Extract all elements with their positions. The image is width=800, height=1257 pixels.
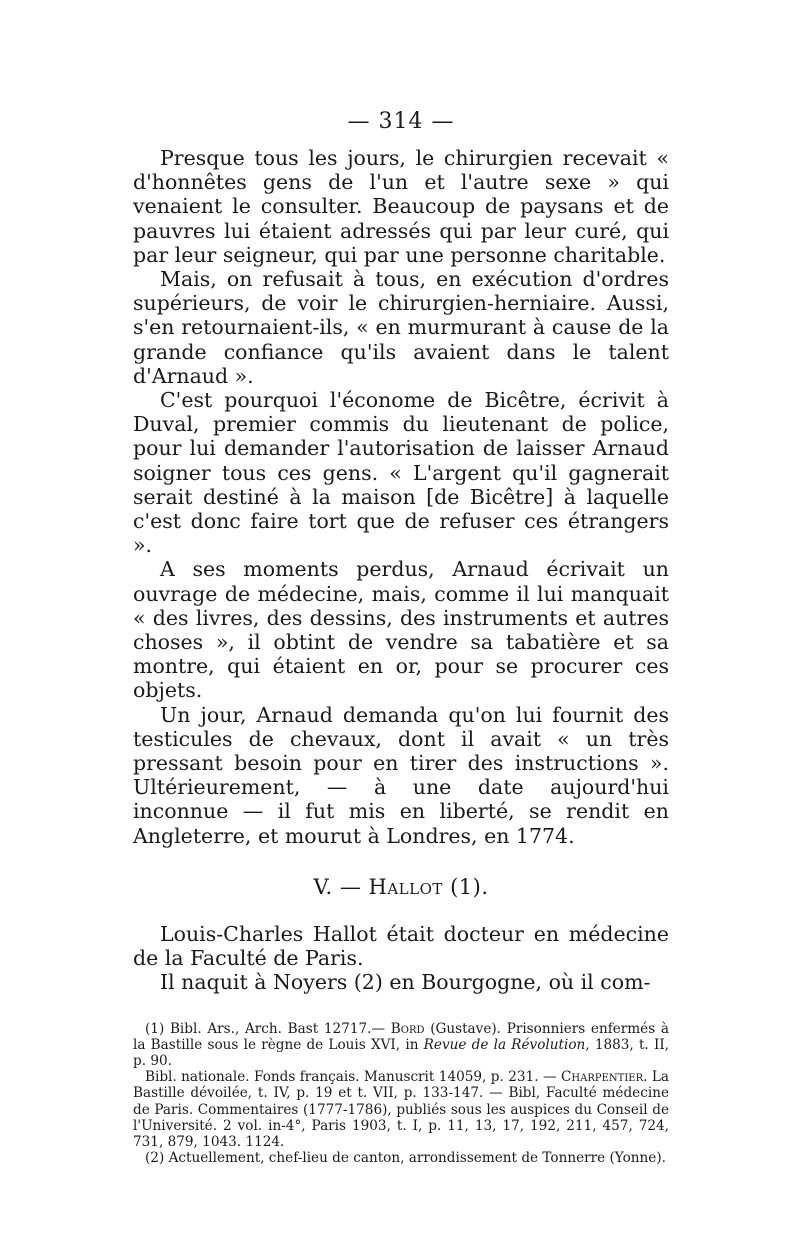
page-number: — 314 — <box>347 109 455 134</box>
footnote-1a-rest: (Gustave). Prisonniers enfermés à la Bastille sous le règne de Louis XVI, in <box>133 1020 669 1053</box>
footnote-1a-author: Bord <box>390 1020 425 1037</box>
footnotes <box>133 1021 669 1167</box>
paragraph-2: Mais, on refusait à tous, en exécution d'ordres supérieurs, de voir le chirurgien-herniaire. Aussi, s'en retournaient-ils, « en murmurant à cause de la grande confiance qu'ils avaient dans le talent d'Arnaud ». <box>133 267 669 388</box>
footnote-1b-author: Charpentier <box>561 1069 644 1086</box>
paragraph-1: Presque tous les jours, le chirurgien recevait « d'honnêtes gens de l'un et l'autre sexe » qui venaient le consulter. Beaucoup de paysans et de pauvres lui étaient adressés qui par leur curé, qui par leur seigneur, qui par une personne charitable. <box>133 146 669 267</box>
section-heading <box>133 874 669 900</box>
paragraph-4: A ses moments perdus, Arnaud écrivait un ouvrage de médecine, mais, comme il lui manquait « des livres, des dessins, des instruments et autres choses », il obtint de vendre sa tabatière et sa montre, qui étaient en or, pour se procurer ces objets. <box>133 557 669 703</box>
footnote-1b-rest: . La Bastille dévoilée, t. IV, p. 19 et t. VII, p. 133-147. — Bibl, Faculté médecine de Paris. Commentaires (1777-1786), publiés sous les auspices du Conseil de l'Université. 2 vol. in-4°, Paris 1903, t. I, p. 11, 13, 17, 192, 211, 457, 724, 731, 879, 1043. 1124. <box>133 1069 669 1150</box>
section-paragraph-2: Il naquit à Noyers (2) en Bourgogne, où il com- <box>160 970 651 995</box>
footnote-1b-text: Bibl. nationale. Fonds français. Manuscrit 14059, p. 231. — <box>145 1069 561 1086</box>
book-page <box>133 108 669 1166</box>
section-name: Hallot <box>368 874 443 899</box>
footnote-1b <box>133 1069 669 1150</box>
section-footnote-ref: (1). <box>450 874 489 899</box>
section-paragraph-1: Louis-Charles Hallot était docteur en médecine de la Faculté de Paris. <box>133 921 669 971</box>
paragraph-3: C'est pourquoi l'économe de Bicêtre, écrivit à Duval, premier commis du lieutenant de police, pour lui demander l'autorisation de laisser Arnaud soigner tous ces gens. « L'argent qu'il gagnerait serait destiné à la maison [de Bicêtre] à laquelle c'est donc faire tort que de refuser ces étrangers ». <box>133 388 669 558</box>
paragraph-5: Un jour, Arnaud demanda qu'on lui fournit des testicules de chevaux, dont il avait « un très pressant besoin pour en tirer des instructions ». Ultérieurement, — à une date aujourd'hui inconnue — il fut mis en liberté, se rendit en Angleterre, et mourut à Londres, en 1774. <box>133 702 669 848</box>
footnote-1a-end: , 1883, t. II, p. 90. <box>133 1036 670 1069</box>
section-number: V. — <box>313 874 362 899</box>
footnote-1a <box>133 1021 669 1070</box>
footnote-2: (2) Actuellement, chef-lieu de canton, arrondissement de Tonnerre (Yonne). <box>145 1150 666 1167</box>
footnote-1a-journal: Revue de la Révolution <box>423 1036 586 1053</box>
footnote-1a-text: (1) Bibl. Ars., Arch. Bast 12717.— <box>145 1020 391 1037</box>
